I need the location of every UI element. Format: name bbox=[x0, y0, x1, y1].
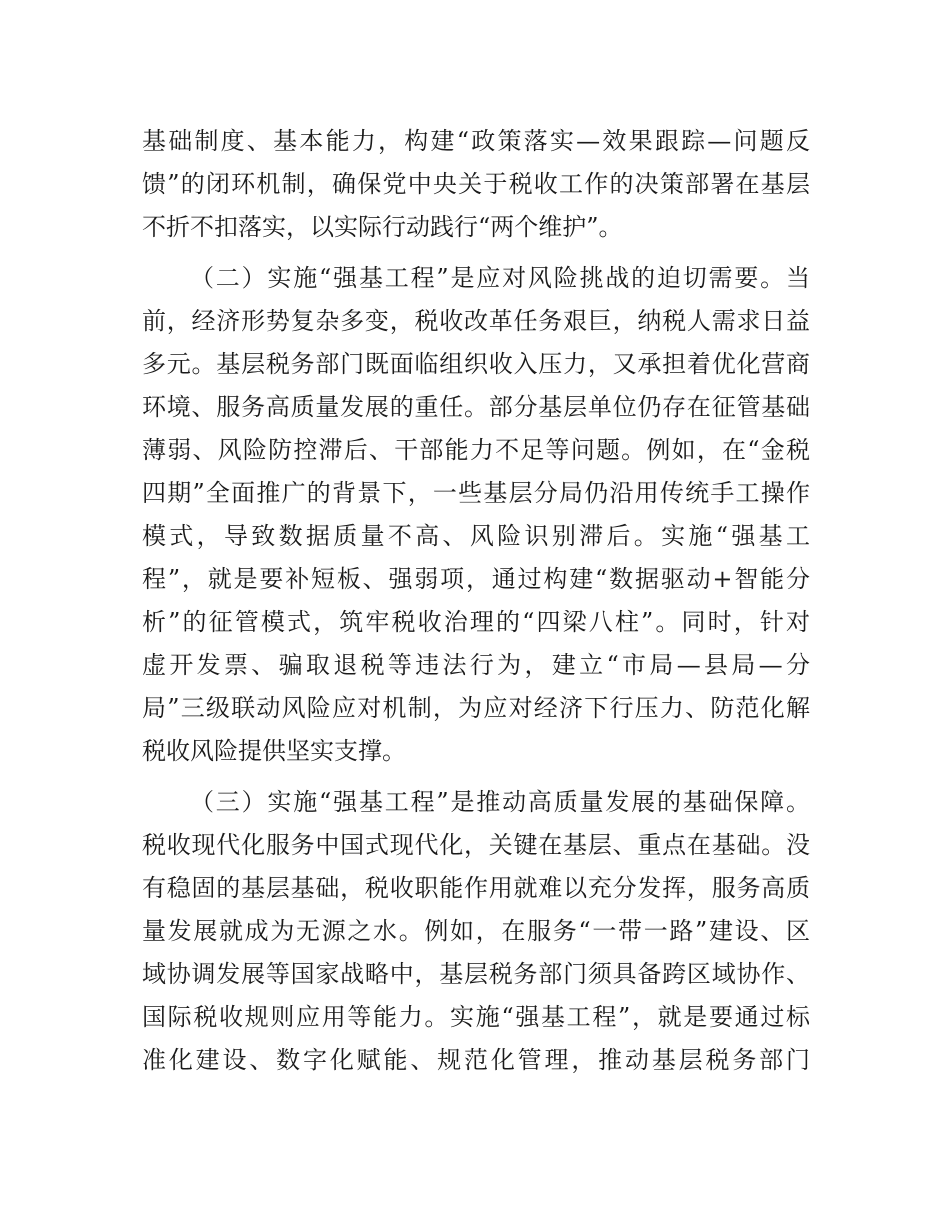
text-line: 局”三级联动风险应对机制，为应对经济下行压力、防范化解 bbox=[142, 694, 810, 722]
text-line: 馈”的闭环机制，确保党中央关于税收工作的决策部署在基层 bbox=[142, 170, 810, 198]
text-line: 模式，导致数据质量不高、风险识别滞后。实施“强基工 bbox=[142, 522, 810, 550]
paragraph-heading-line: （二）实施“强基工程”是应对风险挑战的迫切需要。当 bbox=[190, 264, 810, 292]
text-line: 量发展就成为无源之水。例如，在服务“一带一路”建设、区 bbox=[142, 917, 810, 945]
text-line: 域协调发展等国家战略中，基层税务部门须具备跨区域协作、 bbox=[142, 960, 810, 988]
text-line: 薄弱、风险防控滞后、干部能力不足等问题。例如，在“金税 bbox=[142, 436, 810, 464]
text-line: 四期”全面推广的背景下，一些基层分局仍沿用传统手工操作 bbox=[142, 479, 810, 507]
text-line: 基础制度、基本能力，构建“政策落实—效果跟踪—问题反 bbox=[142, 127, 810, 155]
text-line: 税收现代化服务中国式现代化，关键在基层、重点在基础。没 bbox=[142, 831, 810, 859]
text-line: 不折不扣落实，以实际行动践行“两个维护”。 bbox=[142, 213, 623, 241]
text-line: 国际税收规则应用等能力。实施“强基工程”，就是要通过标 bbox=[142, 1003, 810, 1031]
text-line: 准化建设、数字化赋能、规范化管理，推动基层税务部门 bbox=[142, 1046, 810, 1074]
text-line: 虚开发票、骗取退税等违法行为，建立“市局—县局—分 bbox=[142, 651, 810, 679]
text-line: 环境、服务高质量发展的重任。部分基层单位仍存在征管基础 bbox=[142, 393, 810, 421]
text-line: 程”，就是要补短板、强弱项，通过构建“数据驱动+智能分 bbox=[142, 565, 810, 593]
text-line: 多元。基层税务部门既面临组织收入压力，又承担着优化营商 bbox=[142, 350, 810, 378]
text-line: 税收风险提供坚实支撑。 bbox=[142, 737, 406, 765]
paragraph-heading-line: （三）实施“强基工程”是推动高质量发展的基础保障。 bbox=[190, 788, 810, 816]
text-line: 析”的征管模式，筑牢税收治理的“四梁八柱”。同时，针对 bbox=[142, 608, 810, 636]
text-line: 有稳固的基层基础，税收职能作用就难以充分发挥，服务高质 bbox=[142, 874, 810, 902]
text-line: 前，经济形势复杂多变，税收改革任务艰巨，纳税人需求日益 bbox=[142, 307, 810, 335]
